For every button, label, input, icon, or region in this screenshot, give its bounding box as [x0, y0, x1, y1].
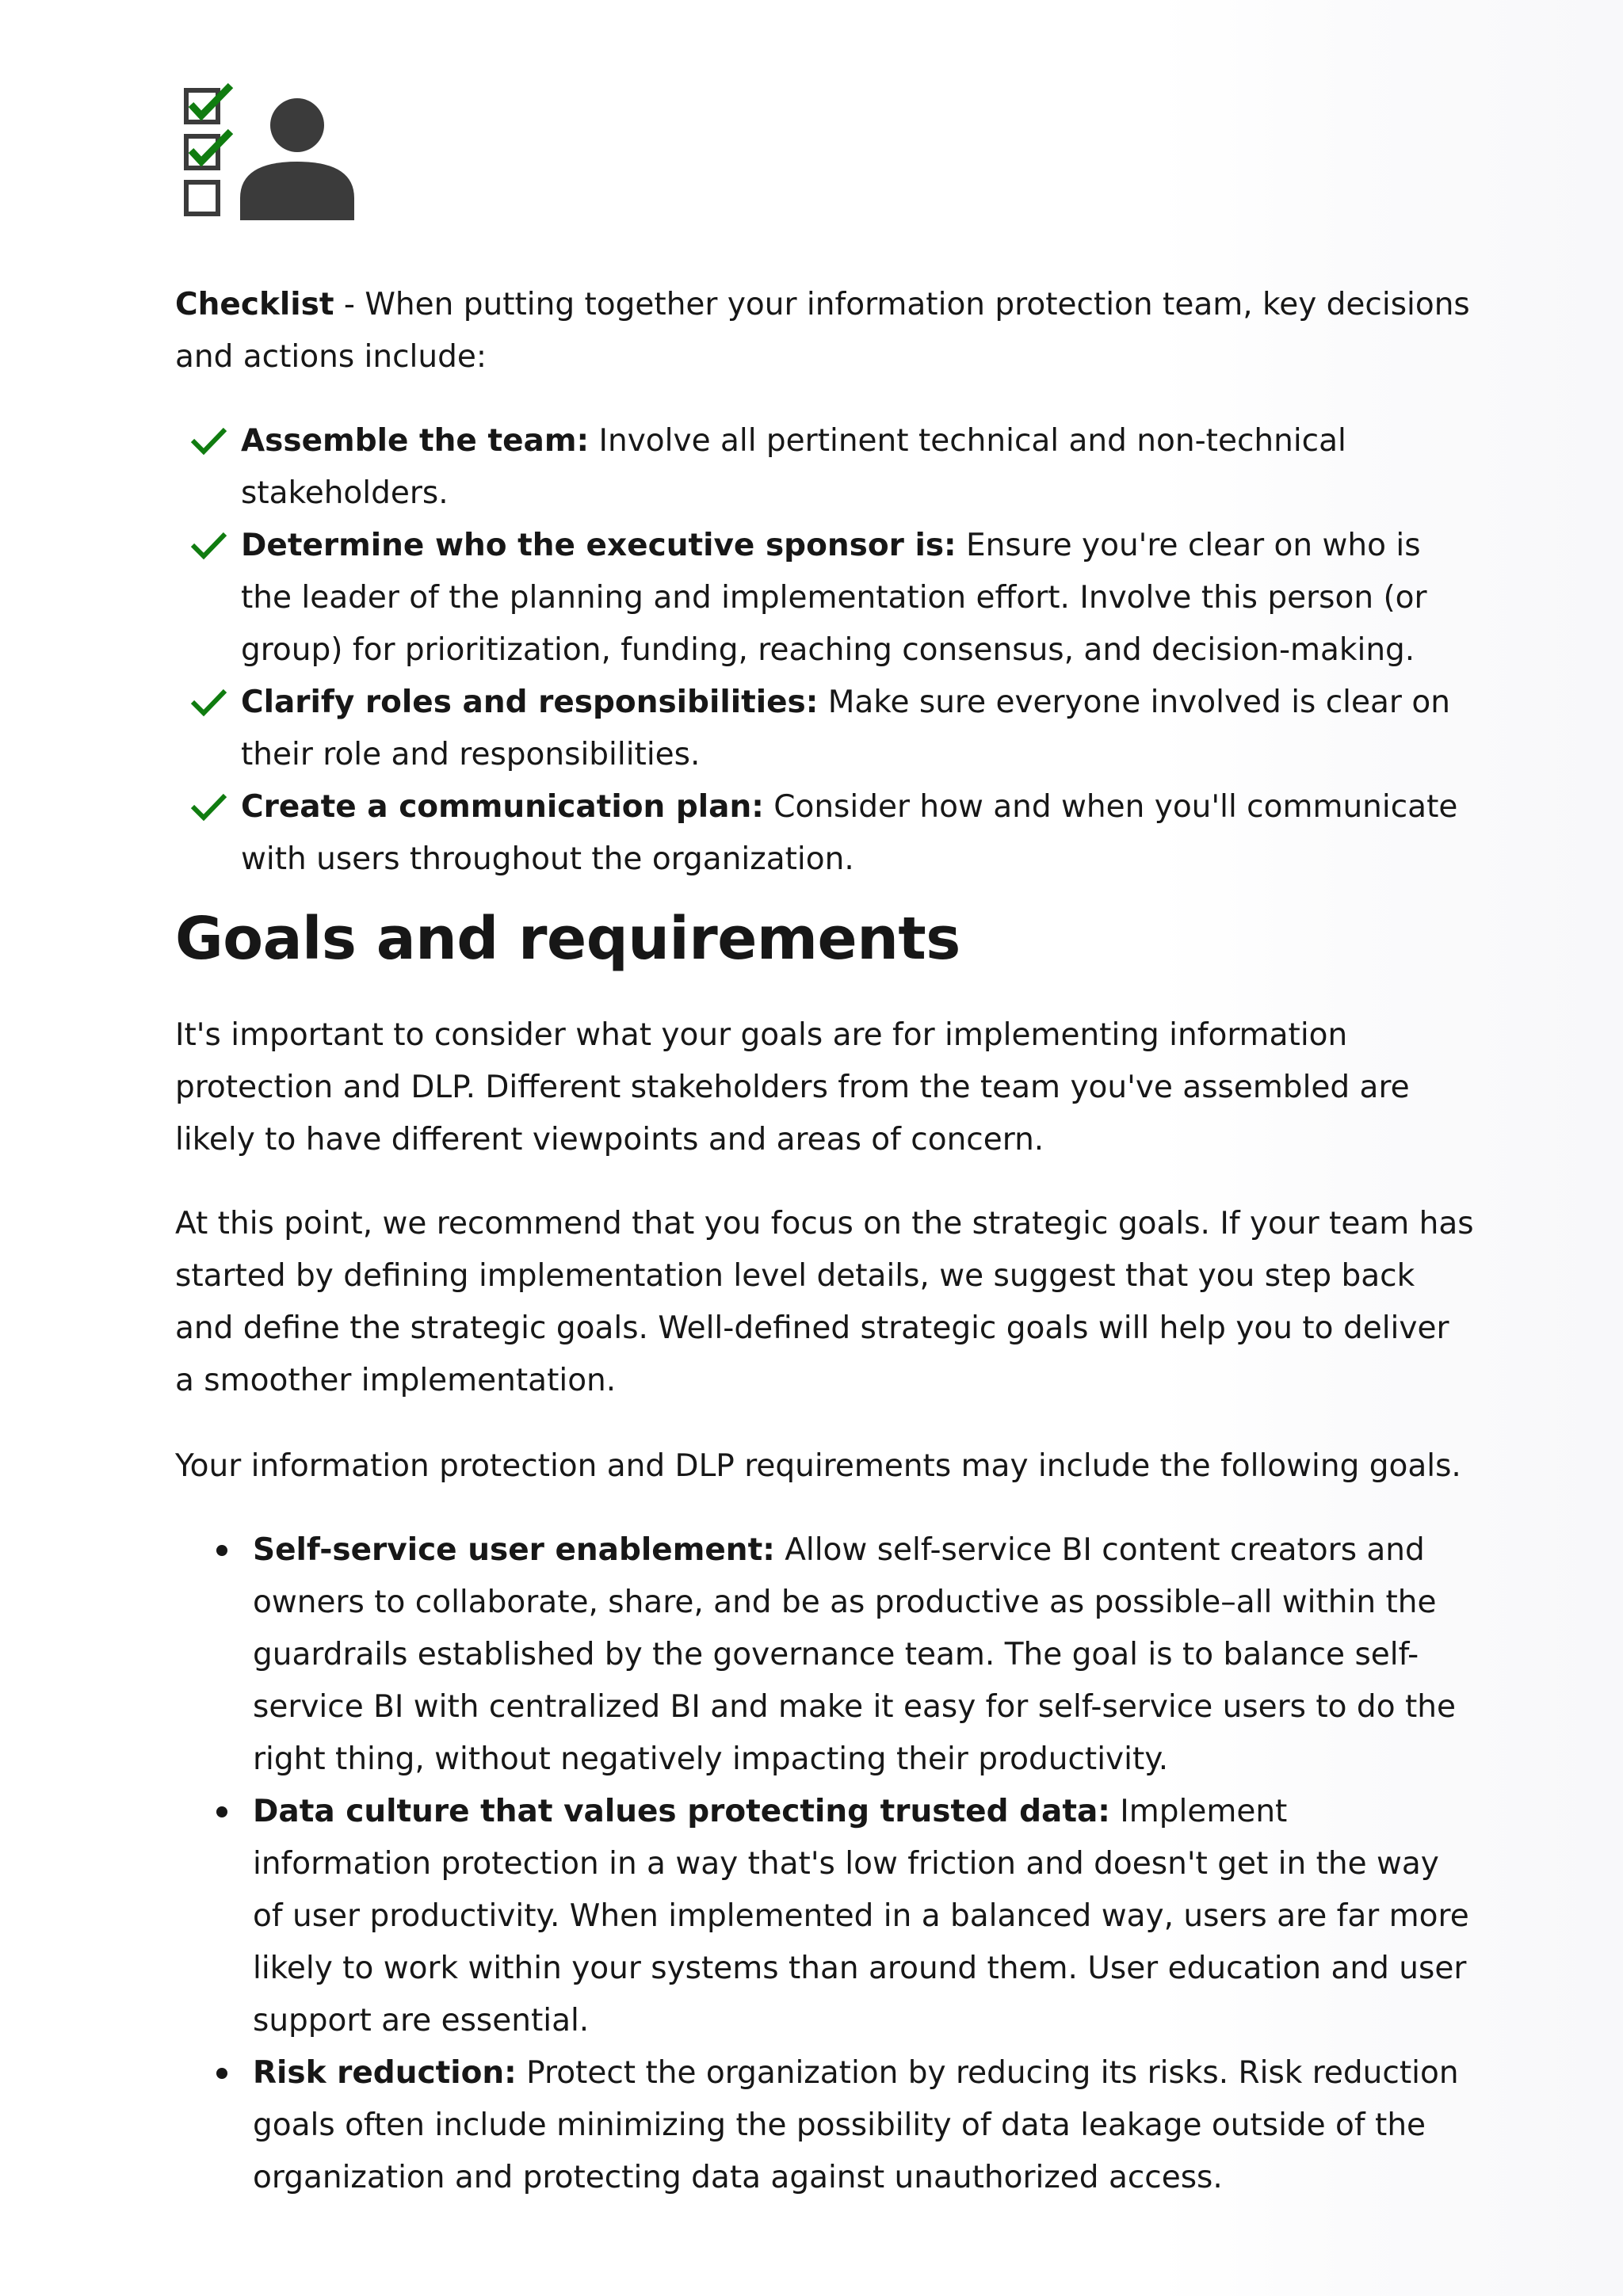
- goal-title: Data culture that values protecting trusted data:: [253, 1794, 1110, 1829]
- goal-text: Allow self-service BI content creators and owners to collaborate, share, and be as productive as possible–all within the guardrails established by the governance team. The goal is to balance self-service BI with centralized BI and make it easy for self-service users to do the right thing, without negatively impacting their productivity.: [253, 1532, 1456, 1777]
- bullet-icon: [216, 1806, 227, 1817]
- paragraph: At this point, we recommend that you focus on the strategic goals. If your team has started by defining implementation level details, we suggest that you step back and define the strategic goals. Well-defined strategic goals will help you to deliver a smoother implementation.: [175, 1206, 1474, 1398]
- checklist-item-title: Create a communication plan:: [241, 789, 764, 825]
- goal-title: Self-service user enablement:: [253, 1532, 775, 1568]
- goal-item: [175, 2047, 1475, 2204]
- goals-list: [175, 1524, 1475, 2204]
- checklist-item-text: Make sure everyone involved is clear on their role and responsibilities.: [241, 685, 1450, 772]
- checklist-item: [175, 677, 1475, 781]
- paragraph: Your information protection and DLP requirements may include the following goals.: [175, 1448, 1461, 1484]
- checklist-item-title: Assemble the team:: [241, 423, 590, 459]
- goal-text: Protect the organization by reducing its risks. Risk reduction goals often include minimizing the possibility of data leakage outside of the organization and protecting data against unauthorized access.: [253, 2055, 1459, 2195]
- checklist-item: [175, 520, 1475, 677]
- checkmark-icon: [189, 425, 227, 456]
- checklist-intro: [175, 279, 1475, 383]
- goal-text: Implement information protection in a way that's low friction and doesn't get in the way of user productivity. When implemented in a balanced way, users are far more likely to work within your systems than around them. User education and user support are essential.: [253, 1794, 1469, 2039]
- checkmark-icon: [189, 529, 227, 561]
- section-heading: Goals and requirements: [175, 905, 960, 973]
- checklist-item-title: Determine who the executive sponsor is:: [241, 528, 957, 563]
- goal-item: [175, 1786, 1475, 2047]
- checklist-items: [175, 415, 1475, 886]
- checklist-label: Checklist: [175, 287, 334, 322]
- bullet-icon: [216, 1545, 227, 1556]
- checklist-item-text: Consider how and when you'll communicate with users throughout the organization.: [241, 789, 1458, 877]
- goal-title: Risk reduction:: [253, 2055, 517, 2091]
- checklist-item-text: Involve all pertinent technical and non-technical stakeholders.: [241, 423, 1346, 511]
- bullet-icon: [216, 2068, 227, 2079]
- checklist-item: [175, 781, 1475, 886]
- checkmark-icon: [189, 686, 227, 718]
- checklist-item-title: Clarify roles and responsibilities:: [241, 685, 819, 720]
- checklist-intro-text: - When putting together your information protection team, key decisions and actions include:: [175, 287, 1470, 375]
- goal-item: [175, 1524, 1475, 1786]
- checklist-item-text: Ensure you're clear on who is the leader of the planning and implementation effort. Involve this person (or group) for prioritization, funding, reaching consensus, and decision-making.: [241, 528, 1427, 668]
- checklist-person-icon: [175, 79, 365, 230]
- paragraph: It's important to consider what your goals are for implementing information protection and DLP. Different stakeholders from the team you've assembled are likely to have different viewpoints and areas of concern.: [175, 1017, 1410, 1158]
- checkmark-icon: [189, 791, 227, 822]
- checklist-item: [175, 415, 1475, 520]
